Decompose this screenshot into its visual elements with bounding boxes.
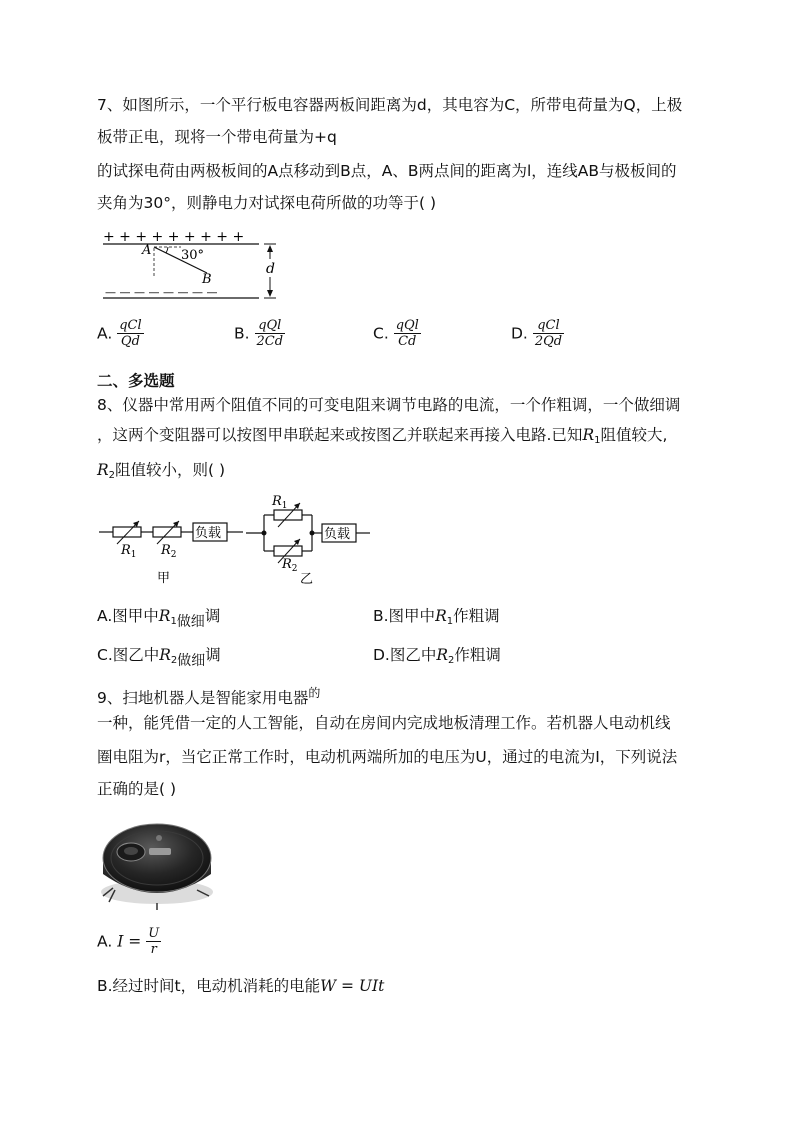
option-small: 做细 [176,614,205,630]
label-d: d [266,261,275,277]
label-a: A [142,243,152,258]
q7-option-b[interactable] [234,318,285,349]
denominator: Cd [398,334,417,349]
fraction [394,318,421,349]
r2-label: $R_2$ [282,557,298,574]
q9-option-a[interactable] [97,926,161,957]
denominator: 2Cd [256,334,284,349]
q7-option-c[interactable] [373,318,421,349]
fraction [146,926,161,957]
q9-line1 [97,682,320,709]
option-label: D. [511,324,528,343]
option-b-formula: W = UIt [320,977,385,995]
q7-line3: 的试探电荷由两极板间的A点移动到B点，A、B两点间的距离为l，连线AB与极板间的 [97,162,677,180]
circuit-jia [97,512,247,586]
option-var: R [435,607,447,625]
caption-yi: 乙 [300,572,314,587]
load-label: 负载 [195,526,222,541]
option-prefix: B.图甲中 [373,607,436,625]
numerator: qQl [255,318,286,334]
option-tail: 作粗调 [453,607,500,625]
caption-jia: 甲 [157,571,171,586]
q8-option-a[interactable] [97,604,220,631]
q8-line3-tail: 阻值较小，则( ) [115,461,226,479]
d-arrow-down [267,290,273,297]
option-var: R [436,646,449,664]
resistor-r2 [274,546,302,556]
label-angle: 30° [181,248,205,263]
q8-option-b[interactable] [373,604,500,627]
option-label: B. [234,324,250,343]
option-sub: 2 [448,655,455,666]
option-var: R [159,646,171,664]
capacitor-figure [97,226,287,304]
fraction [533,318,564,349]
q9-line4: 正确的是( ) [97,780,177,798]
circuit-yi [244,490,374,588]
option-b-text: B.经过时间t，电动机消耗的电能 [97,977,321,995]
q8-line2 [97,424,667,452]
option-tail: 调 [204,607,221,625]
r1-var: R [582,426,595,444]
fraction [117,318,143,349]
label-b: B [202,272,212,287]
r1-label: $R_1$ [121,543,137,560]
resistor-r1 [113,527,141,537]
q8-option-d[interactable] [373,643,501,666]
r1-sub: 1 [594,435,601,446]
formula-lhs: I = [117,932,142,951]
q7-line4: 夹角为30°，则静电力对试探电荷所做的功等于( ) [97,194,436,212]
option-label: C. [373,324,389,343]
r2-label: $R_2$ [161,543,177,560]
fraction [255,318,286,349]
q9-line2: 一种，能凭借一定的人工智能，自动在房间内完成地板清理工作。若机器人电动机线 [97,714,671,732]
q9-line1-tail: 的 [308,686,321,700]
load-label: 负载 [324,527,351,542]
bottom-plate-signs: — — — — — — — — [105,286,218,299]
q8-line1: 8、仪器中常用两个阻值不同的可变电阻来调节电路的电流，一个作粗调，一个做细调 [97,396,681,414]
section-title: 二、多选题 [97,372,175,390]
q7-option-d[interactable] [511,318,564,349]
numerator: qCl [119,318,142,333]
r1-label: $R_1$ [272,494,288,511]
option-label: A. [97,324,113,343]
option-prefix: A.图甲中 [97,607,159,625]
option-label: A. [97,932,113,951]
q8-line2-tail: 阻值较大, [600,426,668,444]
robot-vacuum-image [97,808,217,914]
q7-option-a[interactable] [97,318,144,349]
resistor-r2 [153,527,181,537]
denominator: 2Qd [534,334,563,349]
r2-var: R [97,461,109,479]
option-var: R [158,607,171,625]
q9-option-b[interactable] [97,975,384,997]
q8-line3 [97,459,225,487]
option-small: 做细 [177,653,206,669]
q9-line1-text: 9、扫地机器人是智能家用电器 [97,689,309,707]
option-tail: 调 [205,646,221,664]
r2-sub: 2 [108,470,116,481]
angle-arc [166,247,168,253]
numerator: U [148,926,160,941]
q8-option-c[interactable] [97,643,221,670]
q9-line3: 圈电阻为r，当它正常工作时，电动机两端所加的电压为U，通过的电流为I，下列说法 [97,748,678,766]
q7-line2: 板带正电，现将一个带电荷量为+q [97,128,337,146]
option-tail: 作粗调 [454,646,501,664]
resistor-r1 [274,510,302,520]
option-prefix: D.图乙中 [373,646,437,664]
d-arrow-up [267,245,273,252]
denominator: Qd [120,334,140,349]
option-sub: 2 [170,655,178,666]
top-plate-signs: + + + + + + + + + [103,229,245,245]
option-sub: 1 [446,616,454,627]
q7-line1: 7、如图所示，一个平行板电容器两板间距离为d，其电容为C，所带电荷量为Q，上极 [97,96,683,114]
option-prefix: C.图乙中 [97,646,160,664]
numerator: qCl [533,318,564,334]
option-sub: 1 [170,616,177,627]
numerator: qQl [395,318,419,333]
denominator: r [150,942,157,957]
q8-line2-text: ，这两个变阻器可以按图甲串联起来或按图乙并联起来再接入电路.已知 [97,426,583,444]
